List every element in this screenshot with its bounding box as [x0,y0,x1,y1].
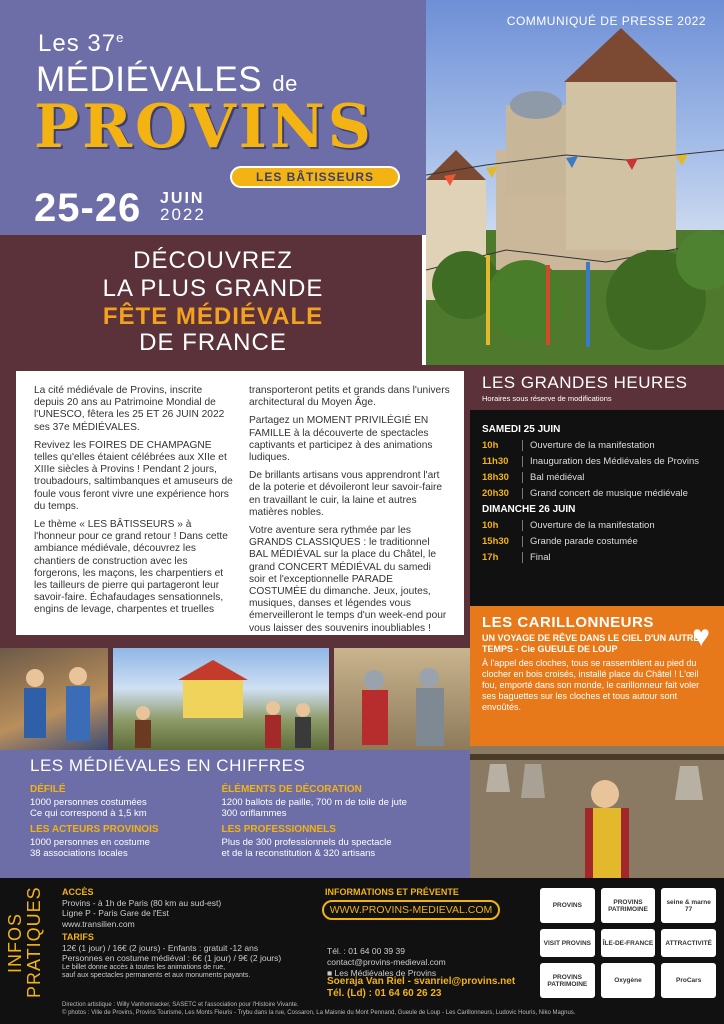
bells-illustration [470,746,724,878]
partner-logo: PROVINS PATRIMOINE [540,963,595,998]
access-line: Ligne P - Paris Gare de l'Est [62,908,169,918]
schedule-row [482,488,712,499]
schedule-row [482,456,712,467]
schedule-event: Ouverture de la manifestation [522,520,655,531]
headline-line-2: LA PLUS GRANDE [102,275,324,302]
schedule-subtitle: Horaires sous réserve de modifications [482,394,612,403]
schedule-event: Grand concert de musique médiévale [522,488,688,499]
schedule-row [482,520,712,531]
knights-photo [334,648,470,750]
market-illustration [113,648,329,750]
event-year: 2022 [160,205,206,224]
figure-heading: ÉLÉMENTS DE DÉCORATION [221,784,362,795]
schedule-row [482,552,712,563]
press-release-label: COMMUNIQUÉ DE PRESSE 2022 [506,14,706,28]
figure-heading: DÉFILÉ [30,784,66,795]
partner-logo: Oxygène [601,963,656,998]
schedule-event: Bal médiéval [522,472,584,483]
website-link[interactable]: WWW.PROVINS-MEDIEVAL.COM [322,900,500,920]
body-paragraph: Revivez les FOIRES DE CHAMPAGNE telles qu'elles étaient célébrées aux XIIe et XIIIe siècles à Provins ! Pendant 2 jours, troubadours, saltimbanques et amuseurs de foule vous feront vivre une expérience hors du temps. [34,439,233,512]
figure-values [222,837,441,859]
schedule-day: DIMANCHE 26 JUIN [482,504,576,515]
knights-illustration [334,648,470,750]
figure-values [30,837,192,859]
body-paragraph: La cité médiévale de Provins, inscrite depuis 20 ans au Patrimoine Mondial de l'UNESCO, fêtera les 25 ET 26 JUIN 2022 ses 37e MÉDIÉVALES. [34,385,225,433]
musicians-photo [0,648,108,750]
press-contact-line: Soeraja Van Riel - svanriel@provins.net [327,976,516,987]
info-label: INFORMATIONS ET PRÉVENTE [325,887,459,897]
figure-heading: LES ACTEURS PROVINOIS [30,824,159,835]
partner-logo: PROVINS PATRIMOINE [601,888,656,923]
figure-line: 1000 personnes costumées [30,797,147,808]
access-line: Provins - à 1h de Paris (80 km au sud-est) [62,897,222,908]
body-column-left [34,385,235,625]
carillonneurs-title: LES CARILLONNEURS [482,614,654,631]
figure-line: Ce qui correspond à 1,5 km [30,808,147,819]
schedule-time: 18h30 [482,472,509,483]
contact-block [327,946,446,979]
partner-logo: ATTRACTIVITÉ [661,929,716,957]
schedule-row [482,440,712,451]
body-paragraph: Le thème « LES BÂTISSEURS » à l'honneur pour ce grand retour ! Dans cette ambiance médiévale, découvrez les chantiers de construction avec les forgerons, les maçons, les charpentiers et les tailleurs de pierre qui partageront leur savoir-faire. Échafaudages sensationnels, engins de levage, charpentes et truelles [34,519,228,616]
price-line: Personnes en costume médiéval : 6€ (1 jour) / 9€ (2 jours) [62,953,282,963]
partner-logo: seine & marne 77 [661,888,716,923]
partner-logos [540,888,716,998]
carillonneurs-box [470,606,724,746]
header-banner [0,0,426,235]
email-link[interactable]: contact@provins-medieval.com [327,957,446,967]
schedule-event: Ouverture de la manifestation [522,440,655,451]
schedule-time: 11h30 [482,456,509,467]
figures-section [0,750,470,878]
figures-title: LES MÉDIÉVALES EN CHIFFRES [30,756,306,775]
tower-illustration [426,0,724,365]
partner-logo: VISIT PROVINS [540,929,595,957]
body-paragraph: De brillants artisans vous apprendront l'art de la poterie et dévoileront leur savoir-faire en travaillant le cuir, la laine et autres matières nobles. [249,470,443,518]
figure-line: 1000 personnes en costume [30,837,150,848]
price-line: sauf aux spectacles permanents et aux monuments payants. [62,971,251,979]
press-contact [327,976,515,1000]
access-block [62,884,312,980]
headline-line-3: FÊTE MÉDIÉVALE [102,303,324,330]
press-contact-line: Tél. (Ld) : 01 64 60 26 23 [327,988,442,999]
heart-icon: ♥ [692,620,710,653]
partner-logo: ÎLE-DE-FRANCE [601,929,656,957]
figure-line: et de la reconstitution & 320 artisans [221,848,376,859]
figure-heading: LES PROFESSIONNELS [221,824,336,835]
practical-info-label: INFOS PRATIQUES [5,886,44,998]
musicians-illustration [0,648,108,750]
headline-band [0,235,426,365]
body-text-section [0,365,470,643]
headline-line-4: DE FRANCE [139,329,287,356]
photo-strip [0,643,470,750]
facebook-line: ■ Les Médiévales de Provins [327,968,437,978]
figures-column-right [222,782,441,864]
schedule-day: SAMEDI 25 JUIN [482,424,561,435]
figure-line: 300 oriflammes [221,808,287,819]
schedule-event: Grande parade costumée [522,536,638,547]
schedule-row [482,472,712,483]
schedule-row [482,536,712,547]
prices-label: TARIFS [62,932,94,942]
schedule-time: 10h [482,440,499,451]
body-paragraph: Partagez un MOMENT PRIVILÉGIÉ EN FAMILLE à la découverte de spectacles captivants et participez à des animations ludiques. [249,415,433,464]
figure-line: 38 associations locales [30,848,128,859]
figure-line: Plus de 300 professionnels du spectacle [221,837,392,848]
bells-photo [470,746,724,878]
event-dates: 25-26 [34,186,142,230]
tower-photo [426,0,724,365]
access-line: www.transilien.com [62,918,135,929]
phone-line: Tél. : 01 64 00 39 39 [327,946,405,956]
body-column-right [249,385,450,634]
footer [0,878,724,1024]
access-label: ACCÈS [62,887,94,897]
credits-line: Direction artistique : Willy Vanhonnacker, SASETC et l'association pour l'Histoire Vivante. [62,1002,299,1008]
schedule-header [470,365,724,410]
schedule-event: Final [522,552,551,563]
body-paragraph: Votre aventure sera rythmée par les GRANDS CLASSIQUES : le traditionnel BAL MÉDIÉVAL sur la place du Châtel, le grand CONCERT MÉDIÉVAL du samedi soir et l'exceptionnelle PARADE COSTUMÉE du dimanche. Jeux, joutes, musiques, danses et légendes vous émerveilleront le temps d'un week-end pour vous laisser des souvenirs inoubliables ! [249,525,447,634]
schedule-event: Inauguration des Médiévales de Provins [522,456,699,467]
info-label-block [325,884,525,898]
schedule-time: 10h [482,520,499,531]
headline-line-1: DÉCOUVREZ [133,247,293,274]
body-paragraph: transporteront petits et grands dans l'univers architectural du Moyen Âge. [249,385,450,409]
market-photo [113,648,329,750]
credits-line: © photos : Ville de Provins, Provins Tourisme, Les Monts Fleuris - Trybu dans la rue, Cossaron, La Maisnie du Mont Pennand, Gueule de Loup - Les Carillonneurs, Ludovic Houris, Niko Magnus. [62,1009,576,1016]
carillonneurs-text: À l'appel des cloches, tous se rassemblent au pied du clocher en bois croisés, installé place du Châtel ! L'œil fou, emporté dans son monde, le carillonneur fait voler ses baguettes sur les cloches et tous autour sont envoûtés. [482,658,700,712]
city-name: PROVINS [34,92,374,162]
partner-logo: ProCars [661,963,716,998]
theme-badge: LES BÂTISSEURS [230,166,400,188]
figure-values [30,797,192,819]
price-line: Le billet donne accès à toutes les animations de rue, [62,963,226,971]
schedule-time: 15h30 [482,536,509,547]
event-month: JUIN [160,190,205,207]
schedule-list [470,410,724,606]
facebook-icon: ■ [327,968,335,978]
figure-values [222,797,441,819]
partner-logo: PROVINS [540,888,595,923]
credits [62,1002,662,1017]
carillonneurs-subtitle: UN VOYAGE DE RÊVE DANS LE CIEL D'UN AUTRE TEMPS - Cie GUEULE DE LOUP [482,633,700,654]
schedule-title: LES GRANDES HEURES [482,373,688,392]
event-name: MÉDIÉVALES de [36,60,298,99]
edition-label: Les 37e [38,30,125,57]
schedule-time: 17h [482,552,499,563]
figure-line: 1200 ballots de paille, 700 m de toile de jute [221,797,407,808]
figures-column-left [30,782,192,864]
schedule-time: 20h30 [482,488,509,499]
price-line: 12€ (1 jour) / 16€ (2 jours) - Enfants : gratuit -12 ans [62,942,259,953]
